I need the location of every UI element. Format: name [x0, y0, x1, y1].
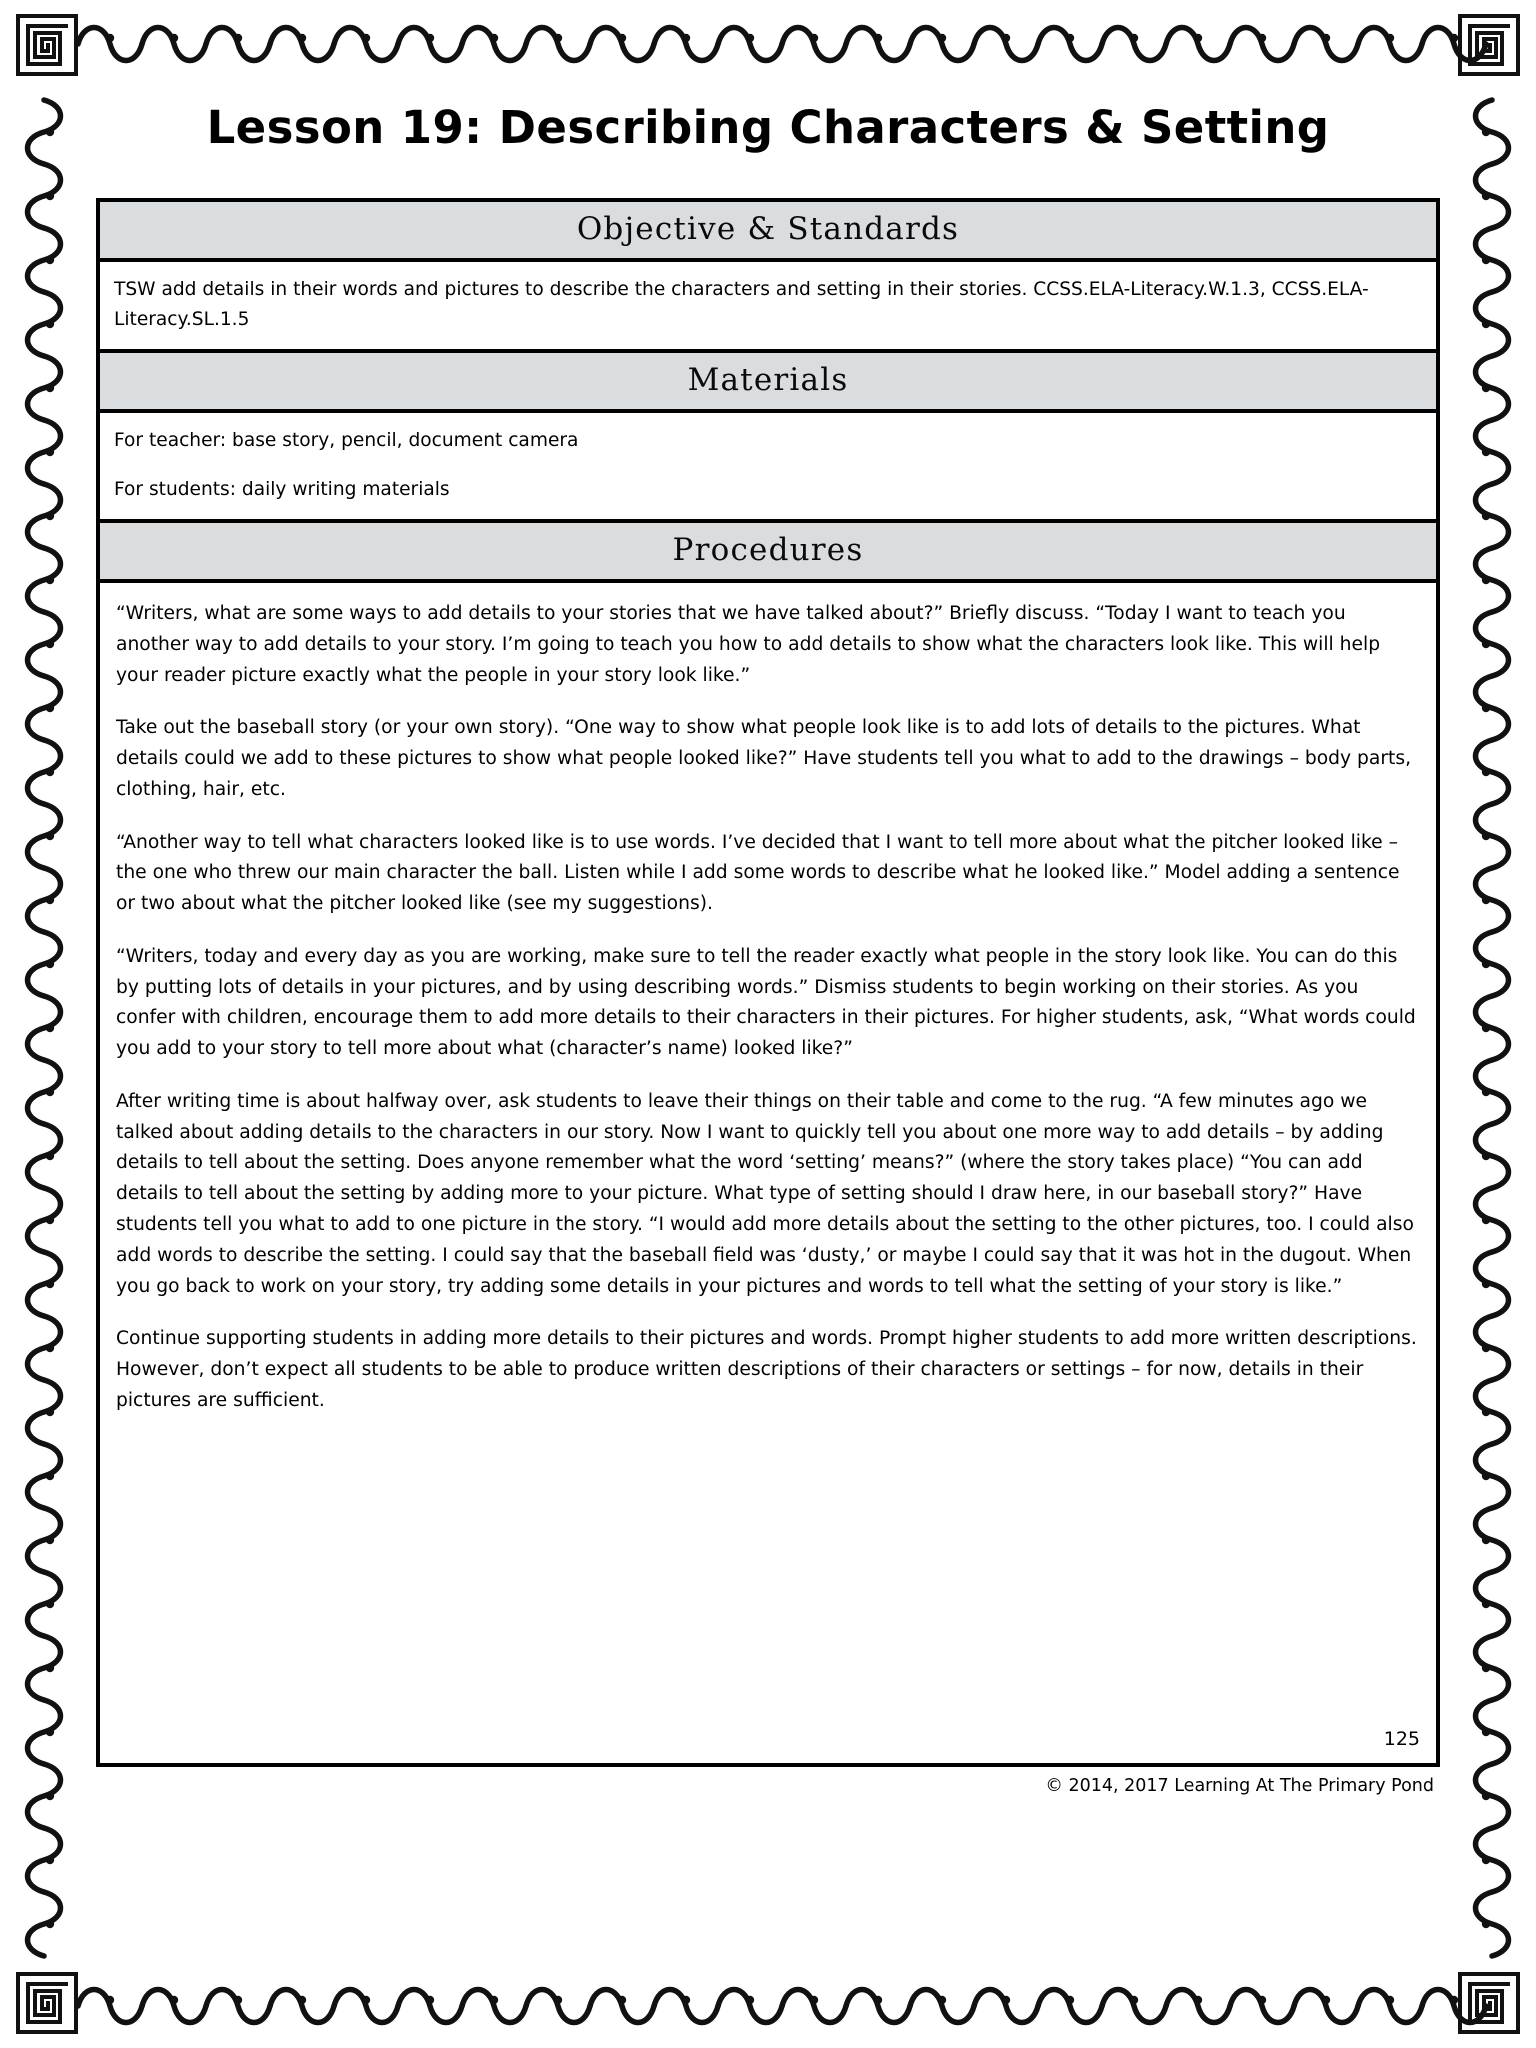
objective-text: TSW add details in their words and pictures to describe the characters and setting in their stories. CCSS.ELA-Literacy.W.1.3, CCSS.ELA-Literacy.SL.1.5	[114, 278, 1369, 330]
section-header-materials: Materials	[100, 349, 1436, 413]
procedures-paragraph: Take out the baseball story (or your own story). “One way to show what people look like is to add lots of details to the pictures. What details could we add to these pictures to show what people looked like?” Have students tell you what to add to the drawings – body parts, clothing, hair, etc.	[116, 717, 1412, 800]
page-title: Lesson 19: Describing Characters & Setting	[206, 101, 1330, 155]
procedures-paragraph: “Writers, today and every day as you are working, make sure to tell the reader exactly what people in the story look like. You can do this by putting lots of details in your pictures, and by using describing words.” Dismiss students to begin working on their stories. As you confer with children, encourage them to add more details to their characters in their pictures. For higher students, ask, “What words could you add to your story to tell more about what (character’s name) looked like?”	[116, 945, 1416, 1060]
section-header-procedures: Procedures	[100, 519, 1436, 583]
spiral-corner-ornament-icon	[1458, 1972, 1520, 2034]
procedures-paragraph: “Writers, what are some ways to add details to your stories that we have talked about?” Briefly discuss. “Today I want to teach you another way to add details to your story. I’m going to teach you how to add details to show what the characters look like. This will help your reader picture exactly what the people in your story look like.”	[116, 602, 1381, 686]
materials-students-text: For students: daily writing materials	[114, 478, 450, 500]
spiral-corner-ornament-icon	[1458, 14, 1520, 76]
page-number: 125	[1383, 1727, 1420, 1750]
procedures-paragraph: “Another way to tell what characters looked like is to use words. I’ve decided that I want to tell more about what the pitcher looked like – the one who threw our main character the ball. Listen while I add some words to describe what he looked like.” Model adding a sentence or two about what the pitcher looked like (see my suggestions).	[116, 831, 1400, 915]
lesson-sections-table	[96, 198, 1440, 1767]
spiral-corner-ornament-icon	[16, 1972, 78, 2034]
procedures-paragraph: Continue supporting students in adding more details to their pictures and words. Prompt higher students to add more written descriptions. However, don’t expect all students to be able to produce written descriptions of their characters or settings – for now, details in their pictures are sufficient.	[116, 1328, 1417, 1411]
section-body-procedures	[100, 583, 1436, 1763]
section-body-objective	[100, 262, 1436, 349]
materials-teacher-text: For teacher: base story, pencil, document camera	[114, 429, 579, 451]
section-header-objective: Objective & Standards	[100, 202, 1436, 262]
copyright-notice: © 2014, 2017 Learning At The Primary Pond	[1045, 1775, 1434, 1796]
spiral-corner-ornament-icon	[16, 14, 78, 76]
section-body-materials	[100, 413, 1436, 519]
procedures-paragraph: After writing time is about halfway over, ask students to leave their things on their table and come to the rug. “A few minutes ago we talked about adding details to the characters in our story. Now I want to quickly tell you about one more way to add details – by adding details to tell about the setting. Does anyone remember what the word ‘setting’ means?” (where the story takes place) “You can add details to tell about the setting by adding more to your picture. What type of setting should I draw here, in our baseball story?” Have students tell you what to add to one picture in the story. “I would add more details about the setting to the other pictures, too. I could also add words to describe the setting. I could say that the baseball field was ‘dusty,’ or maybe I could say that it was hot in the dugout. When you go back to work on your story, try adding some details in your pictures and words to tell what the setting of your story is like.”	[116, 1090, 1414, 1297]
lesson-content	[96, 62, 1440, 1992]
